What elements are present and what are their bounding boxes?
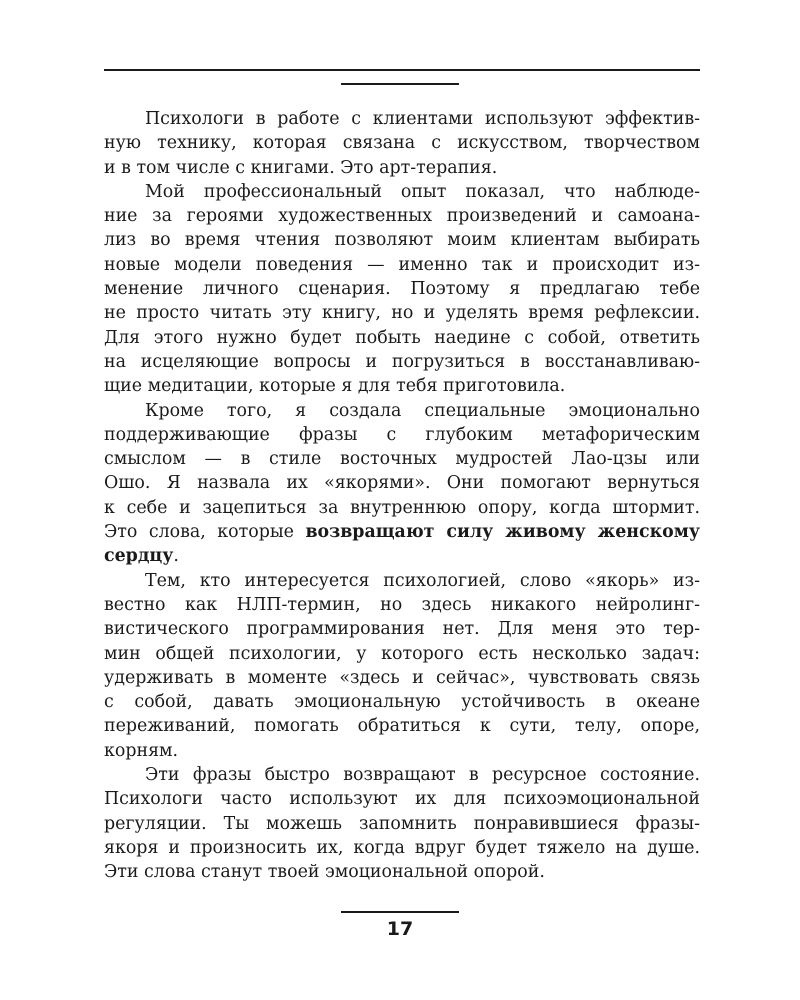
text-line: Мой профессиональный опыт показал, что наблюде-: [145, 181, 700, 202]
text-segment: Это слова, которые: [104, 522, 306, 543]
header-short-rule: [341, 83, 459, 85]
text-line: к себе и зацепиться за внутреннюю опору, когда штормит.: [104, 497, 700, 518]
page-body: [104, 107, 700, 885]
text-line: Психологи часто используют их для психоэмоциональной: [104, 789, 700, 810]
text-line: смыслом — в стиле восточных мудростей Лао-цзы или: [104, 449, 700, 470]
text-line: новые модели поведения — именно так и происходит из-: [104, 254, 700, 275]
text-line: вестно как НЛП-термин, но здесь никакого нейролинг-: [104, 594, 700, 615]
text-line: вистического программирования нет. Для меня это тер-: [104, 619, 700, 640]
text-line: с собой, давать эмоциональную устойчивость в океане: [104, 692, 700, 713]
text-line: ние за героями художественных произведений и самоана-: [104, 206, 700, 227]
text-line: удерживать в моменте «здесь и сейчас», чувствовать связь: [104, 667, 700, 688]
text-line: Эти фразы быстро возвращают в ресурсное состояние.: [145, 765, 700, 786]
text-line: мин общей психологии, у которого есть несколько задач:: [104, 643, 700, 664]
text-line: ную технику, которая связана с искусством, творчеством: [104, 133, 700, 154]
text-line: регуляции. Ты можешь запомнить понравившиеся фразы-: [104, 813, 700, 834]
text-line: и в том числе с книгами. Это арт-терапия.: [104, 157, 498, 178]
text-segment: .: [173, 546, 179, 567]
text-line: корням.: [104, 740, 179, 761]
text-line-with-emphasis: [104, 544, 700, 568]
text-line: поддерживающие фразы с глубоким метафорическим: [104, 424, 700, 445]
text-line: на исцеляющие вопросы и погрузиться в восстанавливаю-: [104, 351, 700, 372]
text-line-with-emphasis: [104, 520, 700, 544]
text-line: Для этого нужно будет побыть наедине с собой, ответить: [104, 327, 700, 348]
footer-short-rule: [341, 911, 459, 913]
bold-phrase: сердцу: [104, 546, 174, 567]
header-rule: [104, 69, 700, 71]
text-line: лиз во время чтения позволяют моим клиентам выбирать: [104, 230, 700, 251]
text-line: переживаний, помогать обратиться к сути, телу, опоре,: [104, 716, 700, 737]
text-line: якоря и произносить их, когда вдруг будет тяжело на душе.: [104, 837, 700, 858]
text-line: щие медитации, которые я для тебя приготовила.: [104, 376, 566, 397]
text-line: не просто читать эту книгу, но и уделять время рефлексии.: [104, 303, 700, 324]
bold-phrase: возвращают силу живому женскому: [305, 522, 700, 543]
text-line: Ошо. Я назвала их «якорями». Они помогают вернуться: [104, 473, 700, 494]
text-line: Психологи в работе с клиентами используют эффектив-: [145, 109, 700, 129]
text-line: Кроме того, я создала специальные эмоционально: [145, 400, 700, 421]
text-line: менение личного сценария. Поэтому я предлагаю тебе: [104, 279, 700, 300]
text-line: Эти слова станут твоей эмоциональной опорой.: [104, 862, 545, 883]
text-line: Тем, кто интересуется психологией, слово «якорь» из-: [145, 570, 700, 591]
page-number: 17: [386, 918, 414, 940]
